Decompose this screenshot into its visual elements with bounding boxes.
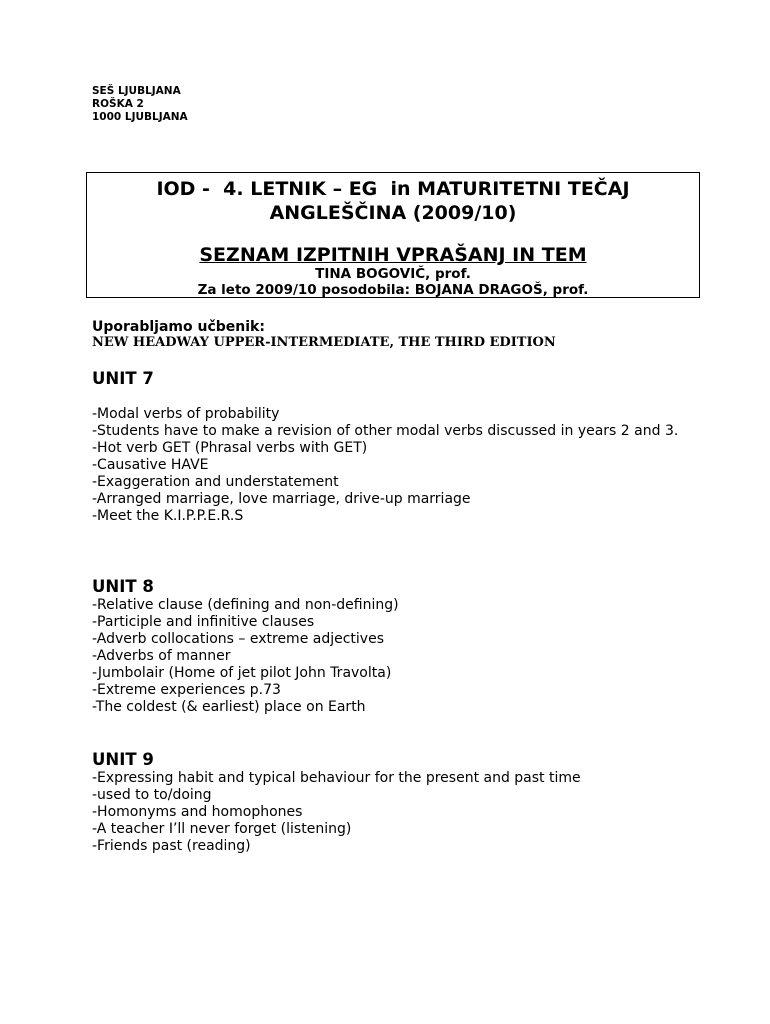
list-item: -Adverbs of manner	[92, 648, 231, 664]
topic-list	[92, 406, 732, 525]
document-heading: SEZNAM IZPITNIH VPRAŠANJ IN TEM	[199, 244, 587, 266]
list-item: -Causative HAVE	[92, 457, 209, 473]
document-title-line2: ANGLEŠČINA (2009/10)	[269, 202, 517, 224]
list-item: -Relative clause (defining and non-defining)	[92, 597, 399, 613]
unit-section	[92, 577, 732, 716]
school-address	[92, 85, 188, 124]
list-item: -Modal verbs of probability	[92, 406, 280, 422]
list-item: -Participle and infinitive clauses	[92, 614, 315, 630]
title-box	[86, 172, 700, 298]
textbook-label: Uporabljamo učbenik:	[92, 319, 265, 335]
list-item: -A teacher I’ll never forget (listening)	[92, 821, 352, 837]
list-item: -Expressing habit and typical behaviour for the present and past time	[92, 770, 581, 786]
unit-heading: UNIT 8	[92, 577, 154, 596]
textbook-title: NEW HEADWAY UPPER-INTERMEDIATE, THE THIRD EDITION	[92, 335, 556, 350]
list-item: -used to to/doing	[92, 787, 212, 803]
list-item: -Friends past (reading)	[92, 838, 251, 854]
topic-list	[92, 597, 732, 716]
topic-list	[92, 770, 732, 855]
document-title-line1: IOD - 4. LETNIK – EG in MATURITETNI TEČAJ	[156, 178, 630, 200]
unit-heading: UNIT 9	[92, 750, 154, 769]
list-item: -Extreme experiences p.73	[92, 682, 281, 698]
list-item: -Students have to make a revision of other modal verbs discussed in years 2 and 3.	[92, 423, 679, 439]
list-item: -Jumbolair (Home of jet pilot John Travolta)	[92, 665, 392, 681]
unit-heading: UNIT 7	[92, 369, 154, 388]
address-line-school: SEŠ LJUBLJANA	[92, 85, 181, 97]
address-line-street: ROŠKA 2	[92, 98, 144, 110]
author-line: TINA BOGOVIČ, prof.	[315, 266, 471, 282]
unit-section	[92, 750, 732, 855]
address-line-city: 1000 LJUBLJANA	[92, 111, 188, 123]
list-item: -Adverb collocations – extreme adjectives	[92, 631, 384, 647]
list-item: -Hot verb GET (Phrasal verbs with GET)	[92, 440, 368, 456]
list-item: -The coldest (& earliest) place on Earth	[92, 699, 366, 715]
list-item: -Meet the K.I.P.P.E.R.S	[92, 508, 244, 524]
unit-section	[92, 369, 732, 525]
updated-by-line: Za leto 2009/10 posodobila: BOJANA DRAGOŠ, prof.	[197, 282, 589, 298]
list-item: -Homonyms and homophones	[92, 804, 303, 820]
list-item: -Arranged marriage, love marriage, drive-up marriage	[92, 491, 471, 507]
list-item: -Exaggeration and understatement	[92, 474, 339, 490]
